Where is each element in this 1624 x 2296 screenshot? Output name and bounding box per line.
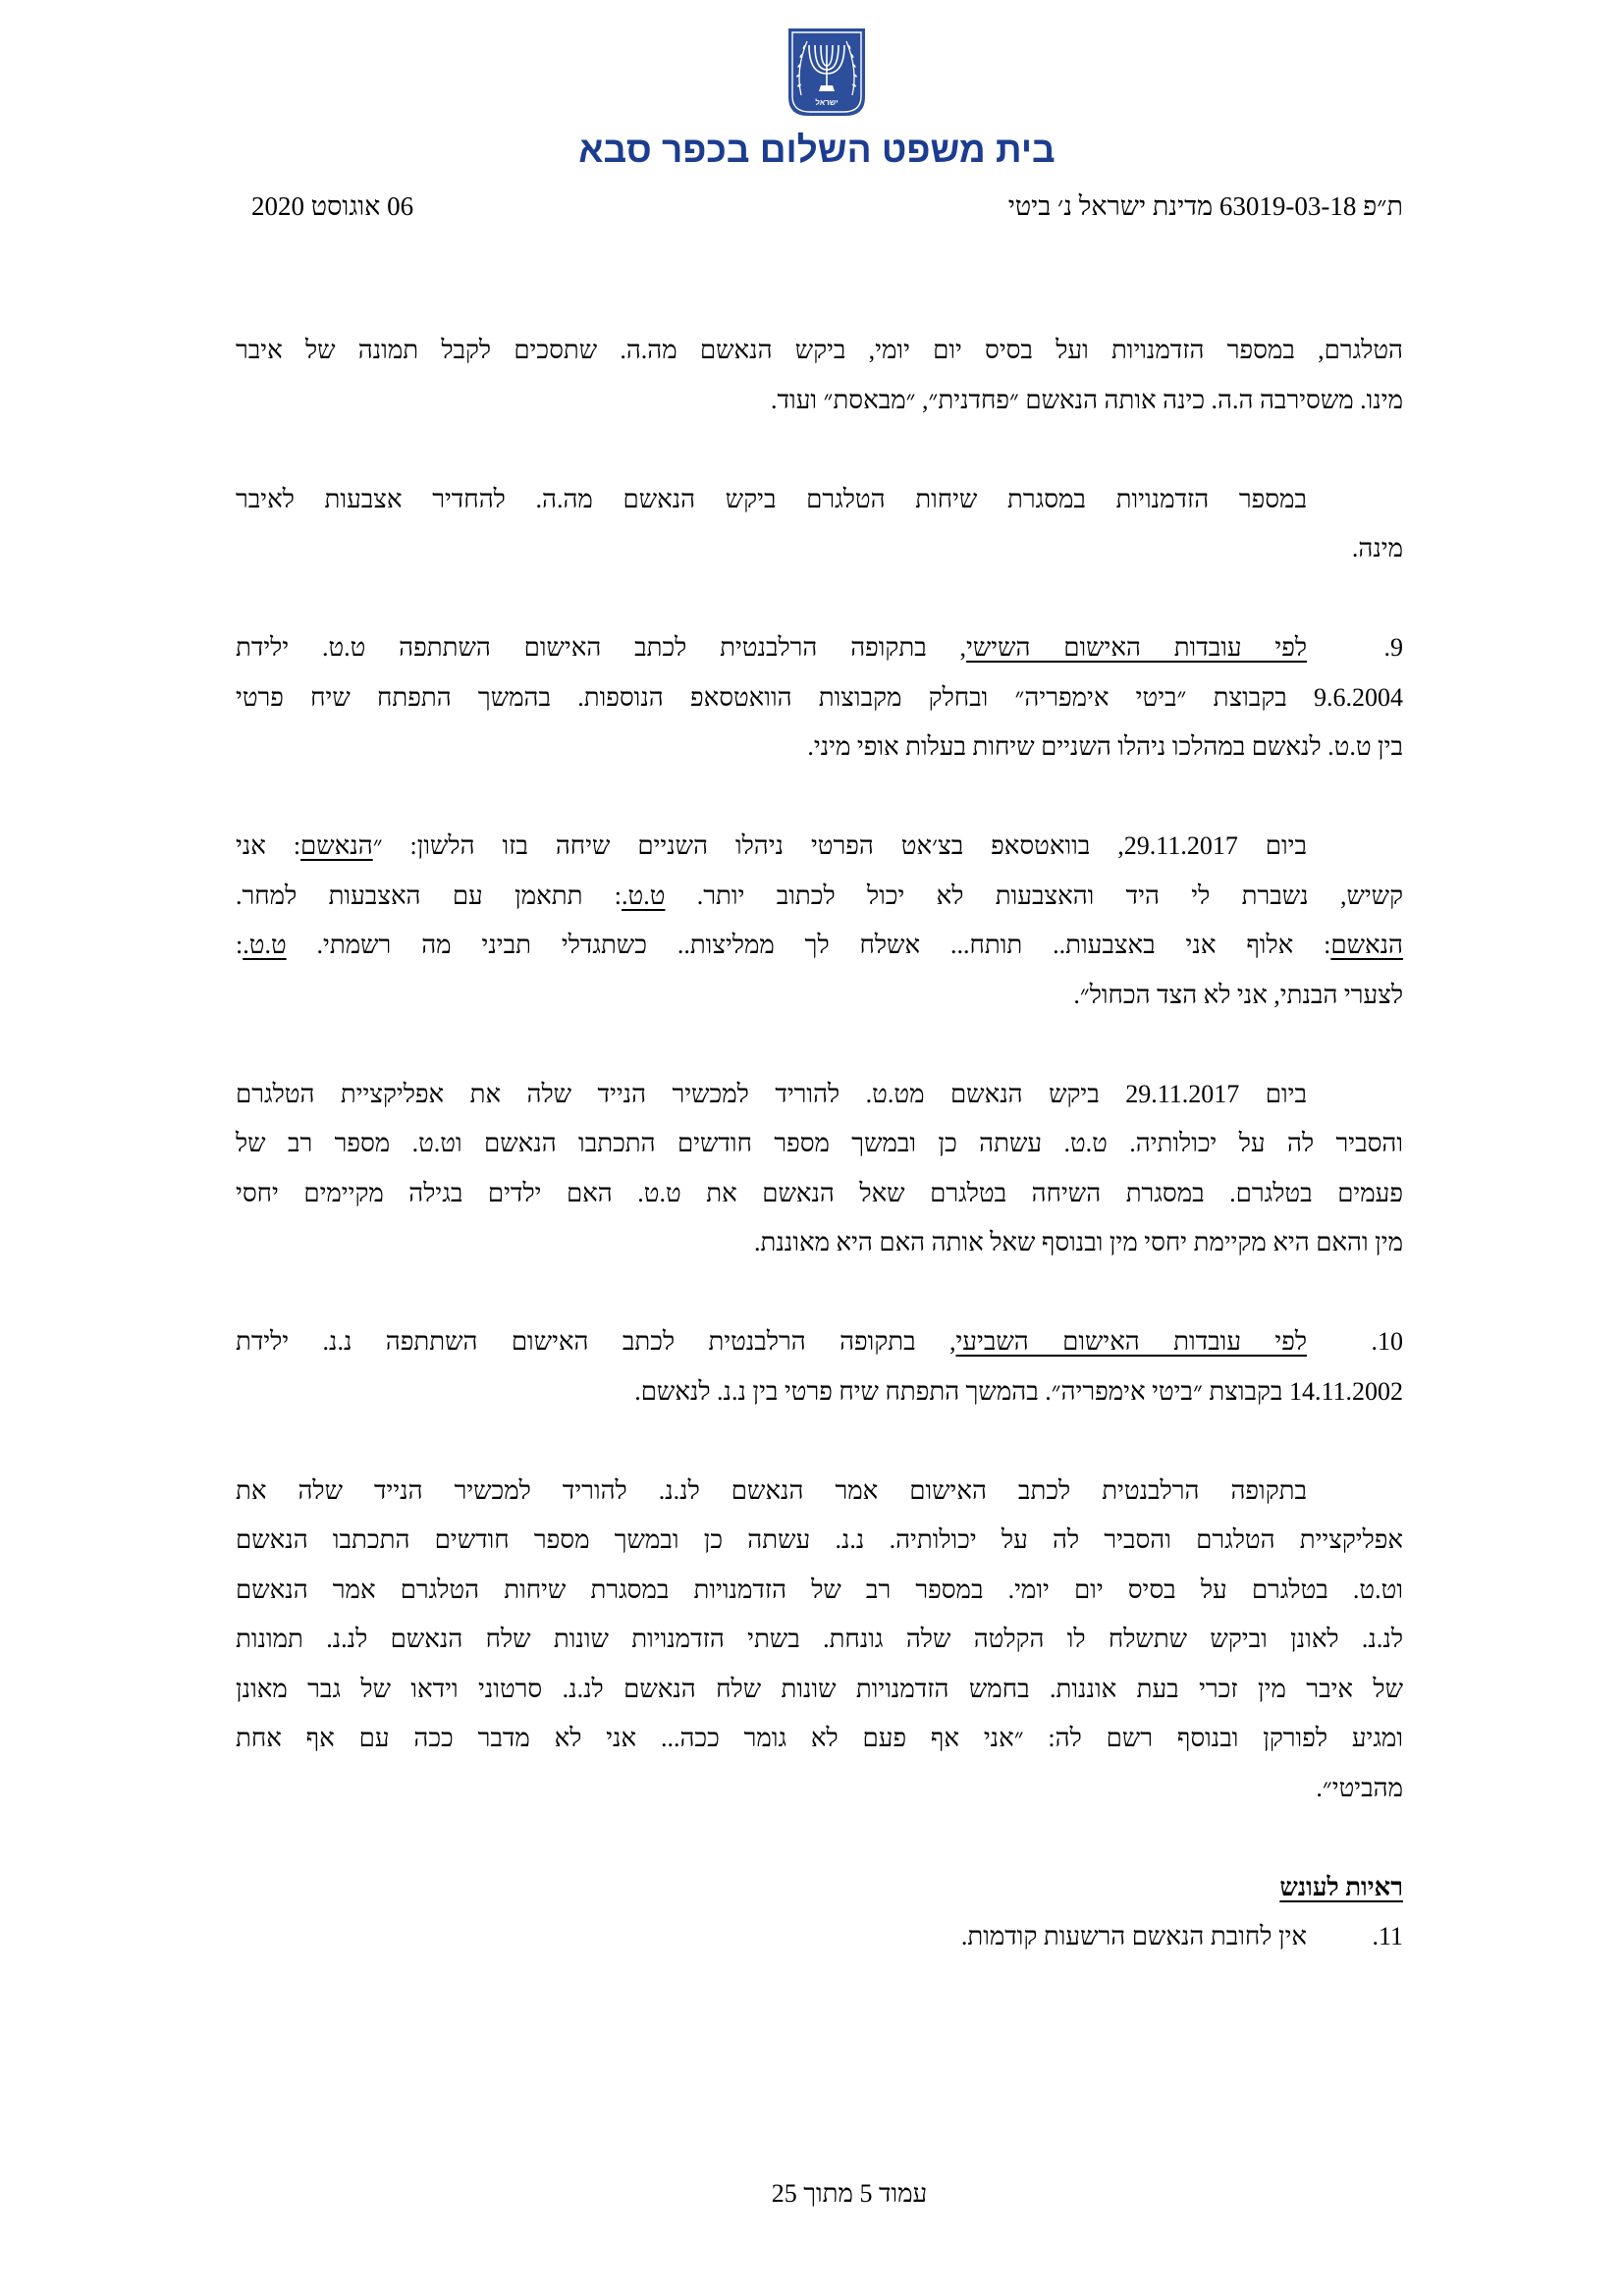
section-heading-text: ראיות לעונש: [1279, 1872, 1403, 1901]
numbered-paragraph: [236, 623, 1403, 773]
paragraph-line: הטלגרם, במספר הזדמנויות ועל בסיס יום יומי, ביקש הנאשם מה.ה. שתסכים לקבל תמונה של איבר: [236, 336, 1403, 364]
paragraph: [236, 1070, 1403, 1268]
paragraph-line: במספר הזדמנויות במסגרת שיחות הטלגרם ביקש הנאשם מה.ה. להחדיר אצבעות לאיבר: [236, 484, 1307, 513]
paragraph-line: 14.11.2002 בקבוצת ״ביטי אימפריה״. בהמשך התפתח שיח פרטי בין נ.נ. לנאשם.: [634, 1376, 1403, 1406]
text-segment: : תתאמן עם האצבעות למחר.: [236, 881, 623, 910]
paragraph-line: ומגיע לפורקן ובנוסף רשם לה: ״אני אף פעם לא גומר ככה... אני לא מדבר ככה עם אף אחת: [236, 1724, 1403, 1752]
paragraph-line: אפליקציית הטלגרם והסביר לה על יכולותיה. נ.נ. עשתה כן ובמשך מספר חודשים התכתבו הנאשם: [236, 1525, 1403, 1554]
paragraph-line: בין ט.ט. לנאשם במהלכו ניהלו השניים שיחות בעלות אופי מיני.: [807, 732, 1403, 761]
paragraph-line: מהביטי״.: [1316, 1773, 1403, 1802]
numbered-paragraph: [236, 1317, 1403, 1416]
paragraph-line: לנ.נ. לאונן וביקש שתשלח לו הקלטה שלה גונחת. בשתי הזדמנויות שונות שלח הנאשם לנ.נ. תמונות: [236, 1625, 1403, 1653]
paragraph-line: וט.ט. בטלגרם על בסיס יום יומי. במספר רב של הזדמנויות במסגרת שיחות הטלגרם אמר הנאשם: [236, 1575, 1403, 1604]
paragraph-line: והסביר לה על יכולותיה. ט.ט. עשתה כן ובמשך מספר חודשים התכתבו הנאשם וט.ט. מספר רב של: [236, 1129, 1403, 1157]
underlined-text: ט.ט.: [622, 881, 666, 910]
paragraph: [236, 475, 1403, 574]
court-name: בית משפט השלום בכפר סבא: [578, 130, 1056, 170]
case-reference: ת״פ 63019-03-18 מדינת ישראל נ׳ ביטי: [1007, 191, 1403, 221]
paragraph-line: [236, 822, 1403, 872]
text-segment: קשיש, נשברת לי היד והאצבעות לא יכול לכתוב יותר.: [665, 881, 1403, 910]
underlined-text: לפי עובדות האישום השביעי: [955, 1327, 1307, 1356]
paragraph-first-line: [236, 1317, 1403, 1367]
text-segment: :: [236, 931, 244, 959]
paragraph-line: [236, 872, 1403, 922]
paragraph-line: [236, 1317, 1307, 1367]
paragraph-line: ביום 29.11.2017 ביקש הנאשם מט.ט. להוריד למכשיר הנייד שלה את אפליקציית הטלגרם: [236, 1079, 1307, 1108]
text-segment: : אלוף אני באצבעות.. תותח... אשלח לך ממליצות.. כשתגדלי תביני מה רשמתי.: [286, 931, 1331, 959]
emblem-lettering: ישראל: [815, 98, 839, 107]
state-emblem-menorah-icon: [786, 27, 867, 118]
paragraph: [236, 1467, 1403, 1814]
text-segment: , בתקופה הרלבנטית לכתב האישום השתתפה ט.ט. ילידת: [236, 633, 967, 662]
document-date: 06 אוגוסט 2020: [251, 191, 414, 221]
section-heading: [236, 1863, 1403, 1913]
page-number: עמוד 5 מתוך 25: [771, 2179, 928, 2208]
paragraph-line: אין לחובת הנאשם הרשעות קודמות.: [960, 1922, 1307, 1950]
paragraph: [236, 326, 1403, 425]
paragraph-line: [236, 921, 1403, 971]
paragraph-line: בתקופה הרלבנטית לכתב האישום אמר הנאשם לנ.נ. להוריד למכשיר הנייד שלה את: [236, 1475, 1307, 1505]
paragraph-line: פעמים בטלגרם. במסגרת השיחה בטלגרם שאל הנאשם את ט.ט. האם ילדים בגילה מקיימים יחסי: [236, 1178, 1403, 1207]
paragraph-line: של איבר מין זכרי בעת אוננות. בחמש הזדמנויות שונות שלח הנאשם לנ.נ. סרטוני וידאו של גבר מאונן: [236, 1674, 1403, 1703]
paragraph-line: מינה.: [1351, 534, 1403, 562]
paragraph-line: [236, 623, 1307, 673]
paragraph-line: לצערי הבנתי, אני לא הצד הכחול״.: [1073, 980, 1403, 1009]
paragraph-number: 10.: [1371, 1327, 1403, 1356]
underlined-text: הנאשם: [300, 831, 373, 860]
paragraph-line: מין והאם היא מקיימת יחסי מין ובנוסף שאל אותה האם היא מאוננת.: [754, 1228, 1403, 1256]
paragraph-number: 9.: [1383, 633, 1403, 662]
text-segment: ביום 29.11.2017, בוואטסאפ בצ׳אט הפרטי ניהלו השניים שיחה בזו הלשון: ״: [372, 831, 1307, 860]
paragraph-first-line: [236, 623, 1403, 673]
paragraph-line: 9.6.2004 בקבוצת ״ביטי אימפריה״ ובחלק מקבוצות הוואטסאפ הנוספות. בהמשך התפתח שיח פרטי: [236, 682, 1403, 712]
underlined-text: הנאשם: [1330, 931, 1403, 959]
text-segment: : אני: [236, 831, 301, 860]
underlined-text: ט.ט.: [243, 931, 287, 959]
document-body: [236, 326, 1403, 1962]
paragraph-line: מינו. משסירבה ה.ה. כינה אותה הנאשם ״פחדנית״, ״מבאסת״ ועוד.: [771, 385, 1403, 414]
paragraph: [236, 822, 1403, 1020]
paragraph-number: 11.: [1372, 1922, 1403, 1950]
numbered-item: [236, 1912, 1403, 1962]
underlined-text: לפי עובדות האישום השישי: [966, 633, 1308, 662]
text-segment: , בתקופה הרלבנטית לכתב האישום השתתפה נ.נ. ילידת: [236, 1327, 956, 1356]
